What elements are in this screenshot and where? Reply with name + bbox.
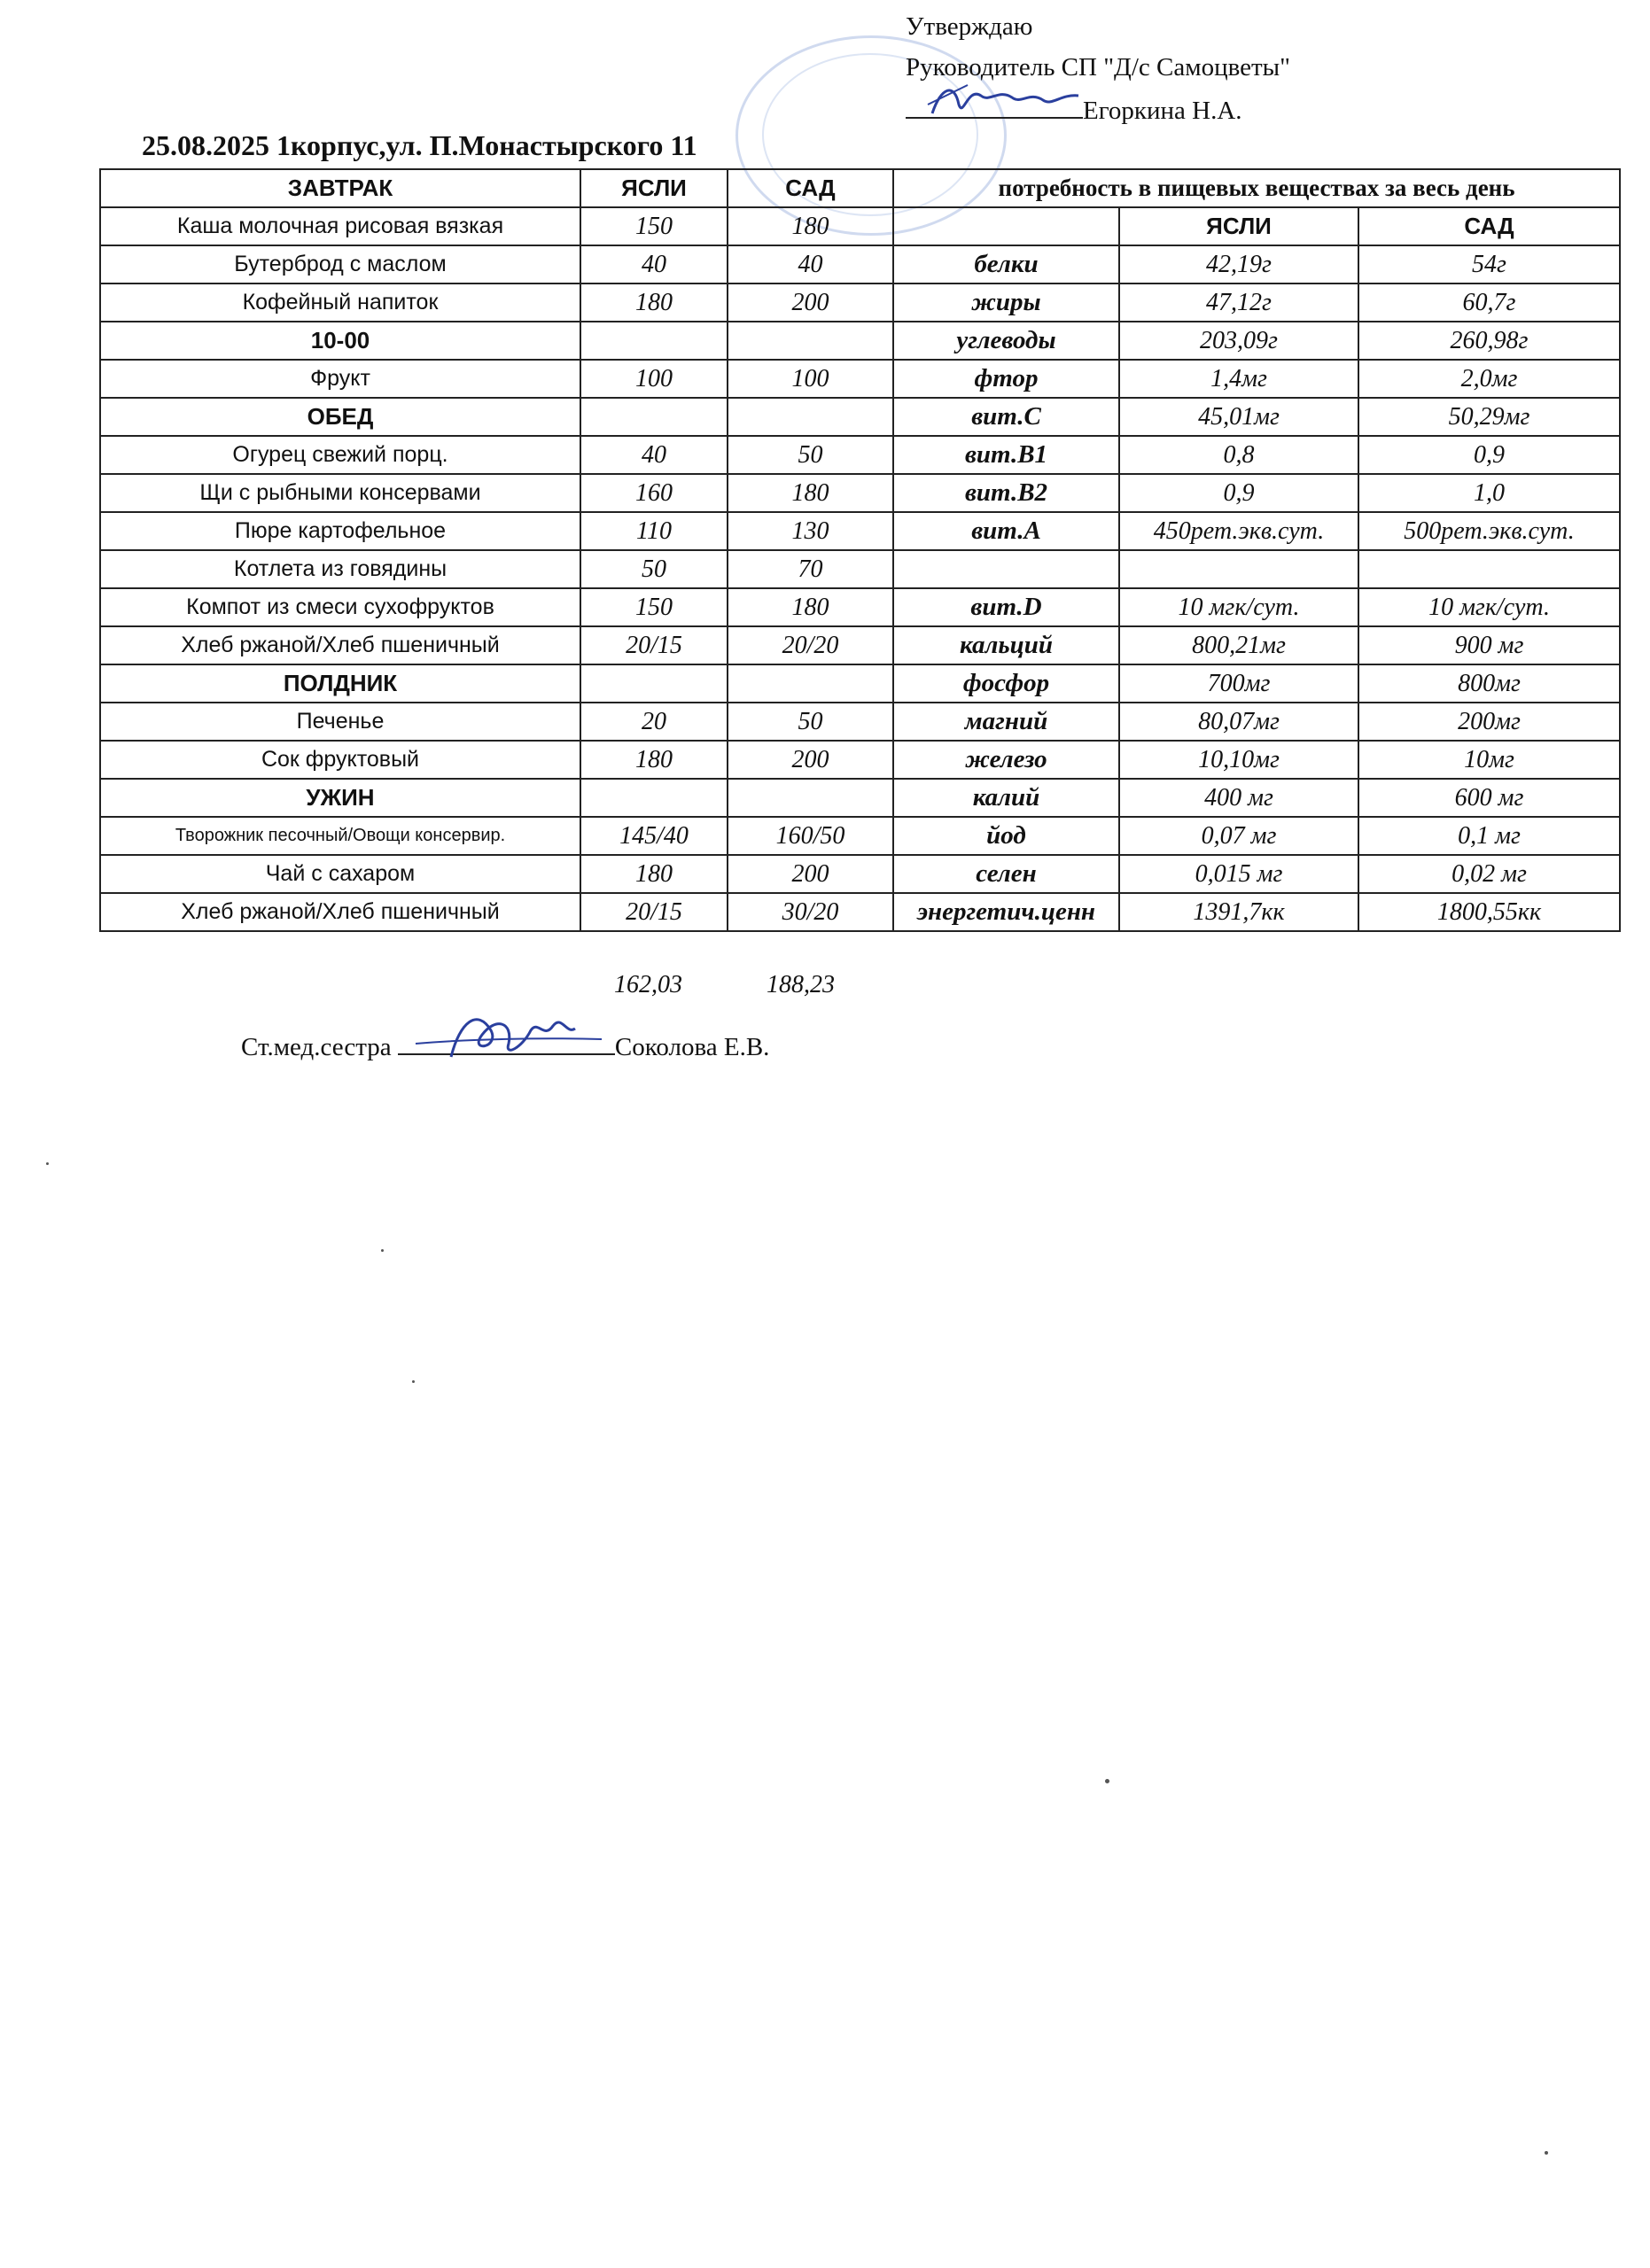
needs-yasli-value: 800,21мг bbox=[1119, 626, 1358, 664]
table-row bbox=[100, 245, 1620, 284]
needs-yasli-value: 42,19г bbox=[1119, 245, 1358, 284]
menu-dish-name: Сок фруктовый bbox=[100, 741, 580, 779]
menu-yasli-portion: 20/15 bbox=[580, 893, 728, 931]
menu-yasli-portion bbox=[580, 664, 728, 703]
menu-sad-portion: 180 bbox=[728, 474, 893, 512]
table-row bbox=[100, 207, 1620, 245]
menu-sad-portion: 180 bbox=[728, 588, 893, 626]
menu-sad-portion: 70 bbox=[728, 550, 893, 588]
menu-sad-portion: 200 bbox=[728, 855, 893, 893]
nurse-signature bbox=[398, 1030, 615, 1055]
document-title: 25.08.2025 1корпус,ул. П.Монастырского 11 bbox=[142, 129, 697, 161]
menu-yasli-portion bbox=[580, 779, 728, 817]
menu-yasli-portion: 145/40 bbox=[580, 817, 728, 855]
needs-nutrient-name: вит.D bbox=[893, 588, 1119, 626]
director-signature bbox=[906, 94, 1083, 119]
approval-line-2: Руководитель СП "Д/с Самоцветы" bbox=[906, 53, 1290, 82]
menu-dish-name: Чай с сахаром bbox=[100, 855, 580, 893]
needs-nutrient-name: углеводы bbox=[893, 322, 1119, 360]
menu-yasli-portion: 20/15 bbox=[580, 626, 728, 664]
needs-yasli-value bbox=[1119, 550, 1358, 588]
menu-dish-name: Щи с рыбными консервами bbox=[100, 474, 580, 512]
needs-sad-value bbox=[1358, 550, 1620, 588]
table-row bbox=[100, 322, 1620, 360]
menu-section-label: ПОЛДНИК bbox=[100, 664, 580, 703]
needs-sad-value: 50,29мг bbox=[1358, 398, 1620, 436]
menu-dish-name: Хлеб ржаной/Хлеб пшеничный bbox=[100, 626, 580, 664]
needs-yasli-value: 450рет.экв.сут. bbox=[1119, 512, 1358, 550]
needs-yasli-value: 700мг bbox=[1119, 664, 1358, 703]
menu-yasli-portion: 100 bbox=[580, 360, 728, 398]
needs-sad-value: 10 мгк/сут. bbox=[1358, 588, 1620, 626]
menu-col-sad-header: САД bbox=[728, 169, 893, 207]
needs-yasli-value: 80,07мг bbox=[1119, 703, 1358, 741]
menu-yasli-portion: 40 bbox=[580, 245, 728, 284]
menu-yasli-portion: 110 bbox=[580, 512, 728, 550]
needs-yasli-value: 10 мгк/сут. bbox=[1119, 588, 1358, 626]
table-row bbox=[100, 588, 1620, 626]
total-sad: 188,23 bbox=[767, 971, 835, 998]
menu-yasli-portion: 180 bbox=[580, 284, 728, 322]
needs-nutrient-name: фосфор bbox=[893, 664, 1119, 703]
needs-sad-value: 800мг bbox=[1358, 664, 1620, 703]
menu-table bbox=[99, 168, 1621, 932]
needs-sad-value: 10мг bbox=[1358, 741, 1620, 779]
needs-nutrient-name: вит.В1 bbox=[893, 436, 1119, 474]
menu-yasli-portion bbox=[580, 322, 728, 360]
needs-yasli-value: 0,07 мг bbox=[1119, 817, 1358, 855]
table-row bbox=[100, 436, 1620, 474]
menu-yasli-portion: 20 bbox=[580, 703, 728, 741]
menu-yasli-portion: 150 bbox=[580, 588, 728, 626]
needs-sad-value: 600 мг bbox=[1358, 779, 1620, 817]
menu-sad-portion: 180 bbox=[728, 207, 893, 245]
menu-dish-name: Хлеб ржаной/Хлеб пшеничный bbox=[100, 893, 580, 931]
needs-yasli-value: 10,10мг bbox=[1119, 741, 1358, 779]
menu-yasli-portion bbox=[580, 398, 728, 436]
needs-col-yasli-header: ЯСЛИ bbox=[1119, 207, 1358, 245]
needs-nutrient-name: жиры bbox=[893, 284, 1119, 322]
menu-dish-name: Творожник песочный/Овощи консервир. bbox=[100, 817, 580, 855]
needs-yasli-value: 0,015 мг bbox=[1119, 855, 1358, 893]
menu-dish-name: Огурец свежий порц. bbox=[100, 436, 580, 474]
needs-nutrient-name: энергетич.ценн bbox=[893, 893, 1119, 931]
needs-sad-value: 900 мг bbox=[1358, 626, 1620, 664]
menu-sad-portion: 30/20 bbox=[728, 893, 893, 931]
menu-col-yasli-header: ЯСЛИ bbox=[580, 169, 728, 207]
menu-sad-portion: 50 bbox=[728, 703, 893, 741]
menu-sad-portion: 40 bbox=[728, 245, 893, 284]
needs-sad-value: 260,98г bbox=[1358, 322, 1620, 360]
needs-nutrient-name: магний bbox=[893, 703, 1119, 741]
approval-signer-line bbox=[906, 94, 1242, 126]
needs-nutrient-name: вит.В2 bbox=[893, 474, 1119, 512]
needs-sad-value: 60,7г bbox=[1358, 284, 1620, 322]
menu-dish-name: Пюре картофельное bbox=[100, 512, 580, 550]
needs-empty-cell bbox=[893, 207, 1119, 245]
menu-section-label: 10-00 bbox=[100, 322, 580, 360]
needs-yasli-value: 1391,7кк bbox=[1119, 893, 1358, 931]
approval-signer-name: Егоркина Н.А. bbox=[1083, 97, 1242, 125]
menu-sad-portion: 130 bbox=[728, 512, 893, 550]
needs-nutrient-name: калий bbox=[893, 779, 1119, 817]
nurse-role: Ст.мед.сестра bbox=[241, 1033, 392, 1061]
nurse-name: Соколова Е.В. bbox=[614, 1033, 770, 1061]
needs-sad-value: 500рет.экв.сут. bbox=[1358, 512, 1620, 550]
needs-nutrient-name: фтор bbox=[893, 360, 1119, 398]
table-row bbox=[100, 741, 1620, 779]
needs-sad-value: 1,0 bbox=[1358, 474, 1620, 512]
approval-line-1: Утверждаю bbox=[906, 12, 1033, 41]
table-row bbox=[100, 855, 1620, 893]
needs-sad-value: 0,9 bbox=[1358, 436, 1620, 474]
menu-sad-portion: 200 bbox=[728, 284, 893, 322]
needs-yasli-value: 400 мг bbox=[1119, 779, 1358, 817]
table-row bbox=[100, 817, 1620, 855]
menu-sad-portion: 20/20 bbox=[728, 626, 893, 664]
nurse-signature-scribble bbox=[398, 995, 615, 1066]
needs-nutrient-name: кальций bbox=[893, 626, 1119, 664]
needs-nutrient-name: йод bbox=[893, 817, 1119, 855]
speck bbox=[412, 1380, 415, 1383]
table-row bbox=[100, 398, 1620, 436]
needs-sad-value: 200мг bbox=[1358, 703, 1620, 741]
menu-yasli-portion: 150 bbox=[580, 207, 728, 245]
needs-yasli-value: 47,12г bbox=[1119, 284, 1358, 322]
total-yasli: 162,03 bbox=[614, 971, 682, 998]
menu-yasli-portion: 180 bbox=[580, 855, 728, 893]
table-row bbox=[100, 284, 1620, 322]
menu-sad-portion bbox=[728, 398, 893, 436]
needs-nutrient-name bbox=[893, 550, 1119, 588]
table-row bbox=[100, 626, 1620, 664]
needs-header: потребность в пищевых веществах за весь день bbox=[893, 169, 1620, 207]
table-row bbox=[100, 512, 1620, 550]
needs-sad-value: 54г bbox=[1358, 245, 1620, 284]
needs-nutrient-name: вит.С bbox=[893, 398, 1119, 436]
speck bbox=[1105, 1779, 1109, 1783]
table-row bbox=[100, 703, 1620, 741]
needs-yasli-value: 45,01мг bbox=[1119, 398, 1358, 436]
needs-nutrient-name: железо bbox=[893, 741, 1119, 779]
table-row bbox=[100, 169, 1620, 207]
menu-section-label: ЗАВТРАК bbox=[100, 169, 580, 207]
menu-dish-name: Каша молочная рисовая вязкая bbox=[100, 207, 580, 245]
speck bbox=[381, 1249, 384, 1252]
needs-nutrient-name: вит.А bbox=[893, 512, 1119, 550]
needs-yasli-value: 1,4мг bbox=[1119, 360, 1358, 398]
menu-yasli-portion: 180 bbox=[580, 741, 728, 779]
table-row bbox=[100, 664, 1620, 703]
menu-sad-portion bbox=[728, 322, 893, 360]
menu-dish-name: Котлета из говядины bbox=[100, 550, 580, 588]
nurse-signature-line bbox=[241, 1030, 769, 1062]
menu-yasli-portion: 50 bbox=[580, 550, 728, 588]
menu-sad-portion: 100 bbox=[728, 360, 893, 398]
menu-sad-portion bbox=[728, 779, 893, 817]
menu-dish-name: Кофейный напиток bbox=[100, 284, 580, 322]
menu-sad-portion: 200 bbox=[728, 741, 893, 779]
speck bbox=[46, 1162, 49, 1165]
menu-section-label: ОБЕД bbox=[100, 398, 580, 436]
needs-sad-value: 2,0мг bbox=[1358, 360, 1620, 398]
speck bbox=[1545, 2151, 1548, 2155]
needs-sad-value: 0,02 мг bbox=[1358, 855, 1620, 893]
menu-dish-name: Бутерброд с маслом bbox=[100, 245, 580, 284]
table-row bbox=[100, 779, 1620, 817]
needs-yasli-value: 203,09г bbox=[1119, 322, 1358, 360]
needs-sad-value: 0,1 мг bbox=[1358, 817, 1620, 855]
menu-dish-name: Компот из смеси сухофруктов bbox=[100, 588, 580, 626]
menu-yasli-portion: 40 bbox=[580, 436, 728, 474]
needs-sad-value: 1800,55кк bbox=[1358, 893, 1620, 931]
needs-nutrient-name: белки bbox=[893, 245, 1119, 284]
needs-yasli-value: 0,8 bbox=[1119, 436, 1358, 474]
table-row bbox=[100, 360, 1620, 398]
menu-dish-name: Фрукт bbox=[100, 360, 580, 398]
table-row bbox=[100, 893, 1620, 931]
table-row bbox=[100, 474, 1620, 512]
menu-sad-portion: 50 bbox=[728, 436, 893, 474]
menu-sad-portion: 160/50 bbox=[728, 817, 893, 855]
needs-yasli-value: 0,9 bbox=[1119, 474, 1358, 512]
table-row bbox=[100, 550, 1620, 588]
director-signature-scribble bbox=[915, 78, 1092, 122]
menu-yasli-portion: 160 bbox=[580, 474, 728, 512]
menu-section-label: УЖИН bbox=[100, 779, 580, 817]
menu-sad-portion bbox=[728, 664, 893, 703]
needs-col-sad-header: САД bbox=[1358, 207, 1620, 245]
needs-nutrient-name: селен bbox=[893, 855, 1119, 893]
menu-dish-name: Печенье bbox=[100, 703, 580, 741]
